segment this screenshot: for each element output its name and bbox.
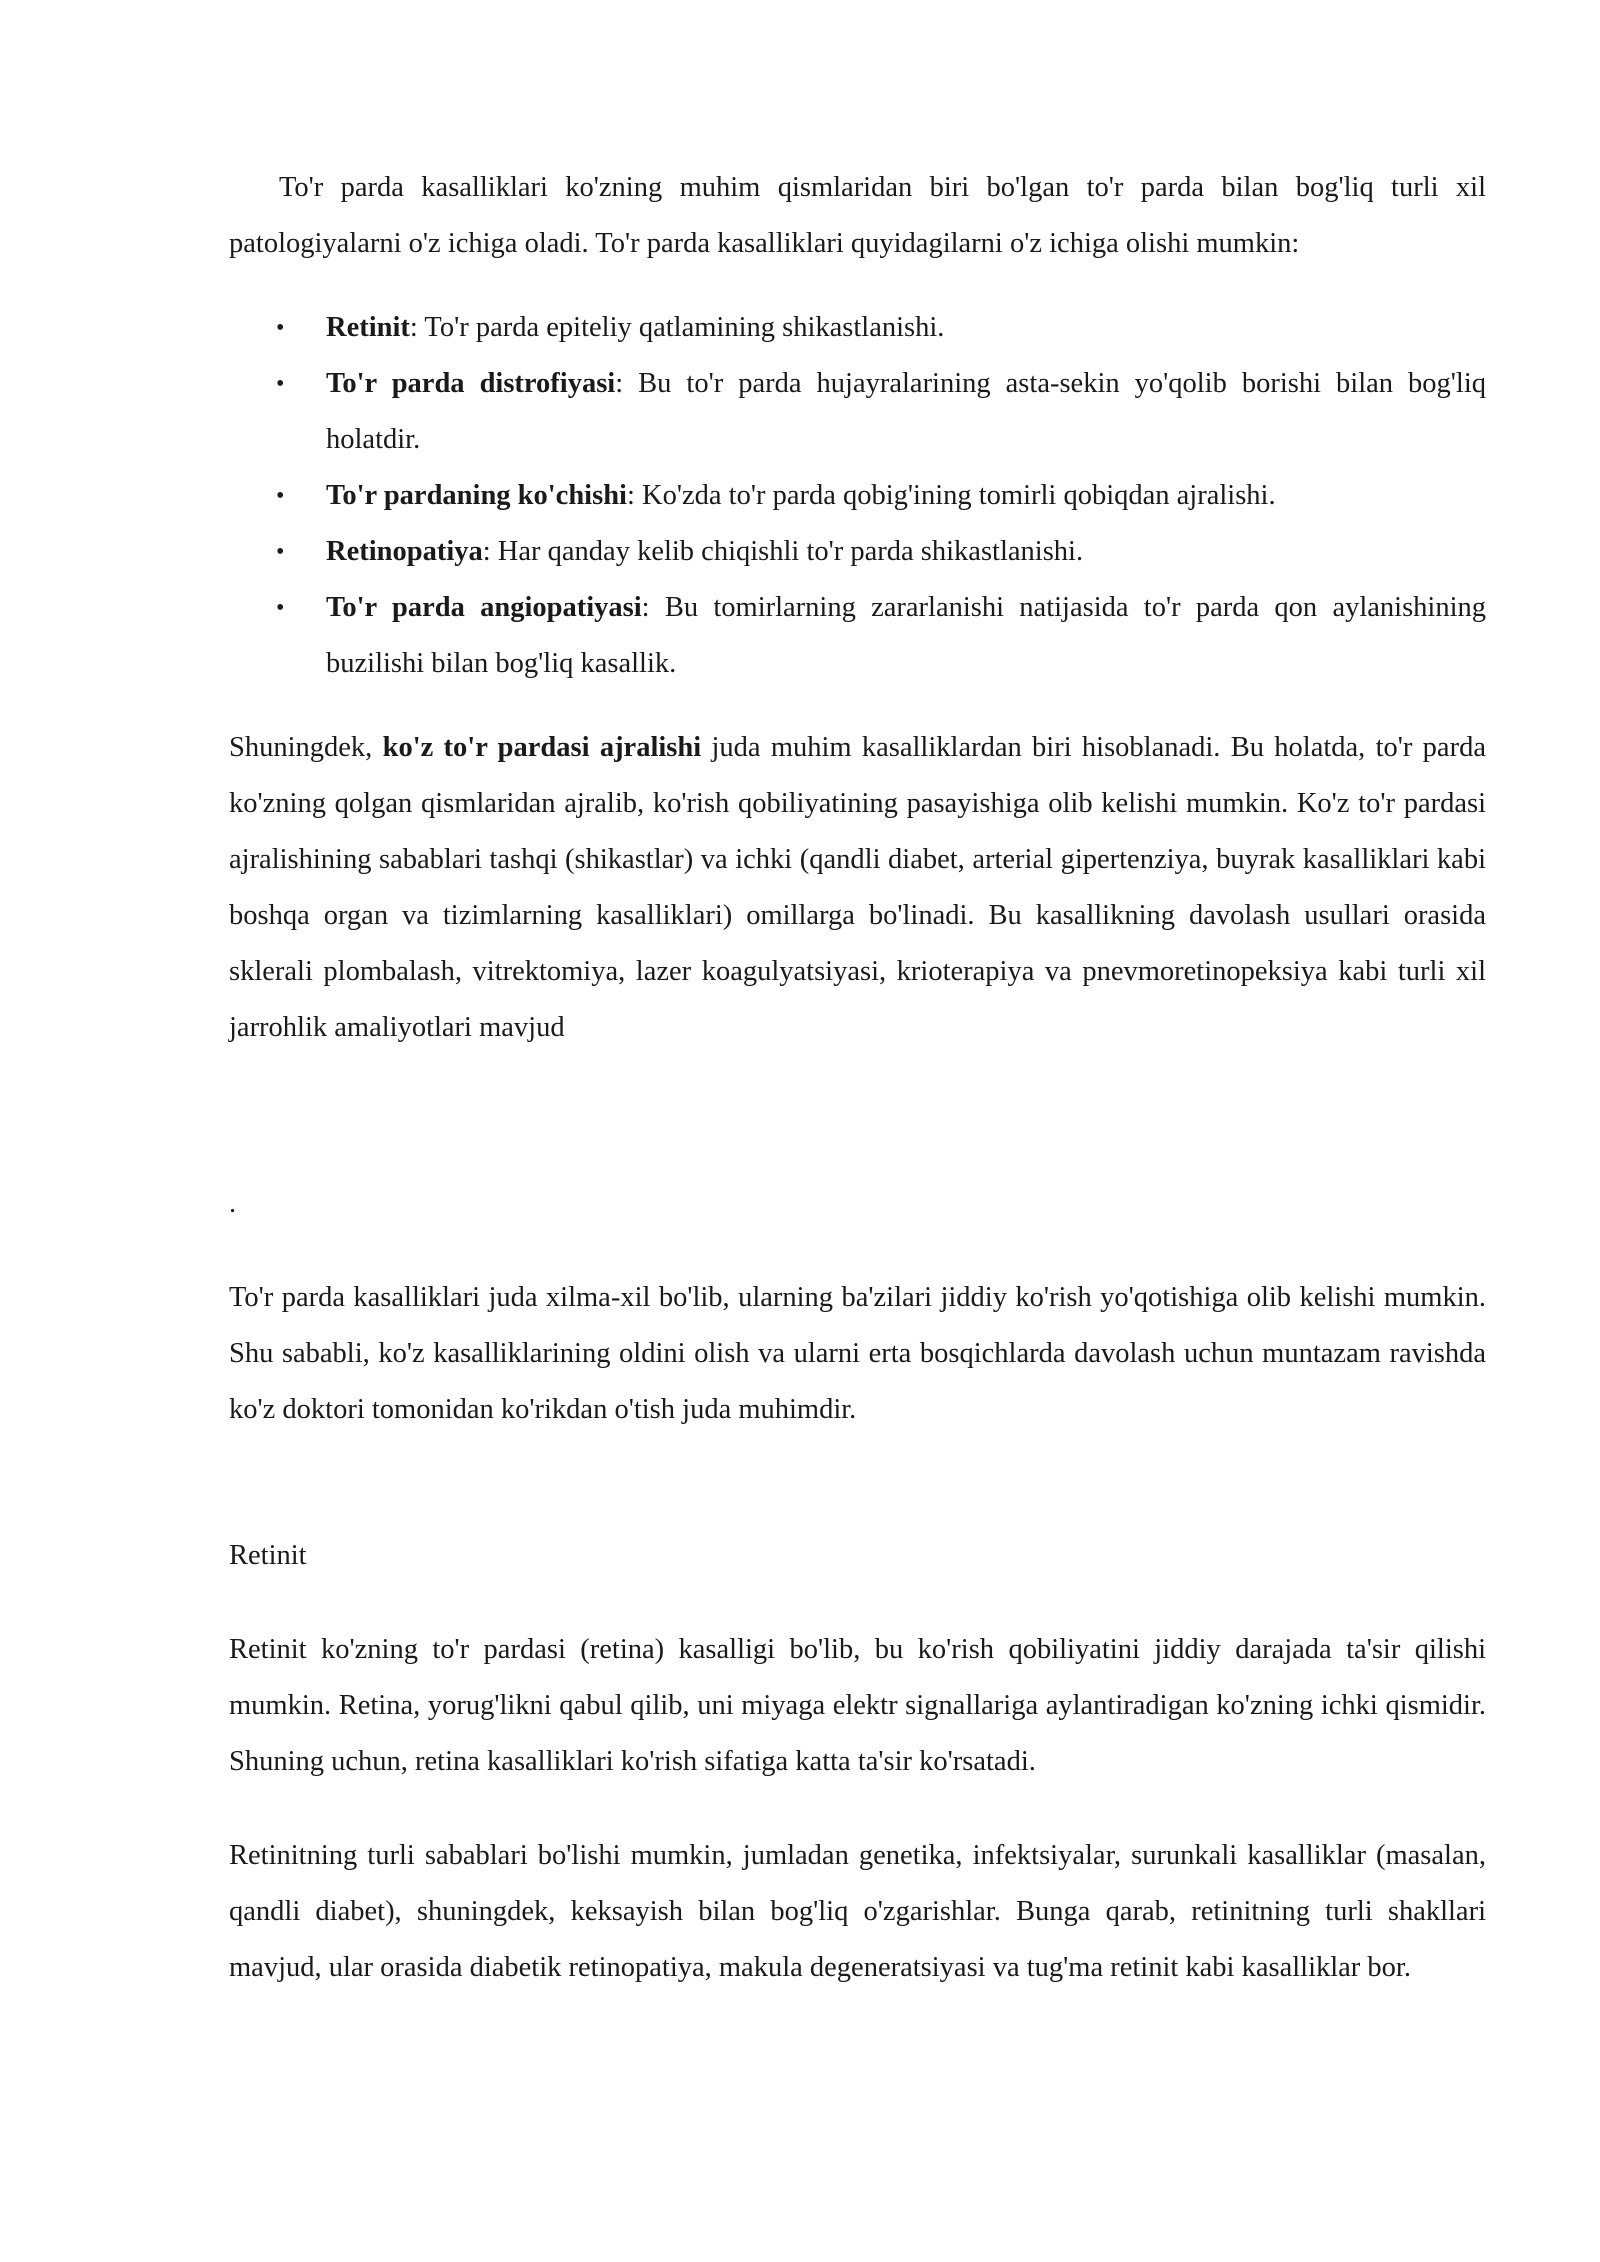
spacer: [229, 1232, 1486, 1270]
retinit-paragraph-1: Retinit ko'zning to'r pardasi (retina) kasalligi bo'lib, bu ko'rish qobiliyatini jiddiy darajada ta'sir qilishi mumkin. Retina, yorug'likni qabul qilib, uni miyaga elektr signallariga aylantiradigan ko'zning ichki qismidir. Shuning uchun, retina kasalliklari ko'rish sifatiga katta ta'sir ko'rsatadi.: [229, 1634, 1486, 1777]
list-item-term: To'r parda angiopatiyasi: [326, 592, 642, 623]
list-item: [276, 524, 1486, 580]
bullet-icon: •: [276, 539, 285, 565]
list-item-term: To'r pardaning ko'chishi: [326, 480, 627, 511]
detachment-term: ko'z to'r pardasi ajralishi: [382, 732, 702, 763]
stray-period: .: [229, 1188, 237, 1219]
list-item-desc: : Bu tomirlarning zararlanishi natijasida to'r parda qon aylanishining buzilishi bilan bog'liq kasallik.: [326, 592, 1487, 679]
bullet-icon: •: [276, 315, 285, 341]
list-item-term: To'r parda distrofiyasi: [326, 368, 616, 399]
list-item-term: Retinopatiya: [326, 536, 483, 567]
bullet-icon: •: [276, 483, 285, 509]
retinit-paragraph-2: Retinitning turli sabablari bo'lishi mumkin, jumladan genetika, infektsiyalar, surunkali kasalliklar (masalan, qandli diabet), shuningdek, keksayish bilan bog'liq o'zgarishlar. Bunga qarab, retinitning turli shakllari mavjud, ular orasida diabetik retinopatiya, makula degeneratsiyasi va tug'ma retinit kabi kasalliklar bor.: [229, 1840, 1486, 1983]
disease-list: [229, 300, 1486, 692]
detachment-paragraph-rest: juda muhim kasalliklardan biri hisoblanadi. Bu holatda, to'r parda ko'zning qolgan qismlaridan ajralib, ko'rish qobiliyatining pasayishiga olib kelishi mumkin. Ko'z to'r pardasi ajralishining sabablari tashqi (shikastlar) va ichki (qandli diabet, arterial gipertenziya, buyrak kasalliklari kabi boshqa organ va tizimlarning kasalliklari) omillarga bo'linadi. Bu kasallikning davolash usullari orasida sklerali plombalash, vitrektomiya, lazer koagulyatsiyasi, krioterapiya va pnevmoretinopeksiya kabi turli xil jarrohlik amaliyotlari mavjud: [229, 732, 1486, 1043]
detachment-paragraph-start: Shuningdek,: [229, 732, 383, 763]
intro-paragraph: To'r parda kasalliklari ko'zning muhim qismlaridan biri bo'lgan to'r parda bilan bog'liq turli xil patologiyalarni o'z ichiga oladi. To'r parda kasalliklari quyidagilarni o'z ichiga olishi mumkin:: [229, 172, 1486, 259]
spacer: [229, 1056, 1486, 1176]
list-item-desc: : Bu to'r parda hujayralarining asta-sekin yo'qolib borishi bilan bog'liq holatdir.: [326, 368, 1487, 455]
spacer: [229, 1790, 1486, 1828]
list-item: [276, 300, 1486, 356]
list-item-desc: : To'r parda epiteliy qatlamining shikastlanishi.: [409, 312, 945, 343]
list-item-term: Retinit: [326, 312, 410, 343]
list-item-desc: : Ko'zda to'r parda qobig'ining tomirli qobiqdan ajralishi.: [626, 480, 1276, 511]
detachment-paragraph: [229, 720, 1486, 1056]
spacer: [229, 1438, 1486, 1528]
list-item: [276, 580, 1487, 692]
bullet-icon: •: [276, 595, 285, 621]
document-page: [229, 160, 1486, 1996]
list-item: [276, 356, 1487, 468]
summary-paragraph: To'r parda kasalliklari juda xilma-xil bo'lib, ularning ba'zilari jiddiy ko'rish yo'qotishiga olib kelishi mumkin. Shu sababli, ko'z kasalliklarining oldini olish va ularni erta bosqichlarda davolash uchun muntazam ravishda ko'z doktori tomonidan ko'rikdan o'tish juda muhimdir.: [229, 1282, 1486, 1425]
spacer: [229, 1584, 1486, 1622]
bullet-icon: •: [276, 371, 285, 397]
list-item: [276, 468, 1486, 524]
section-heading: Retinit: [229, 1540, 307, 1571]
list-item-desc: : Har qanday kelib chiqishli to'r parda shikastlanishi.: [482, 536, 1084, 567]
